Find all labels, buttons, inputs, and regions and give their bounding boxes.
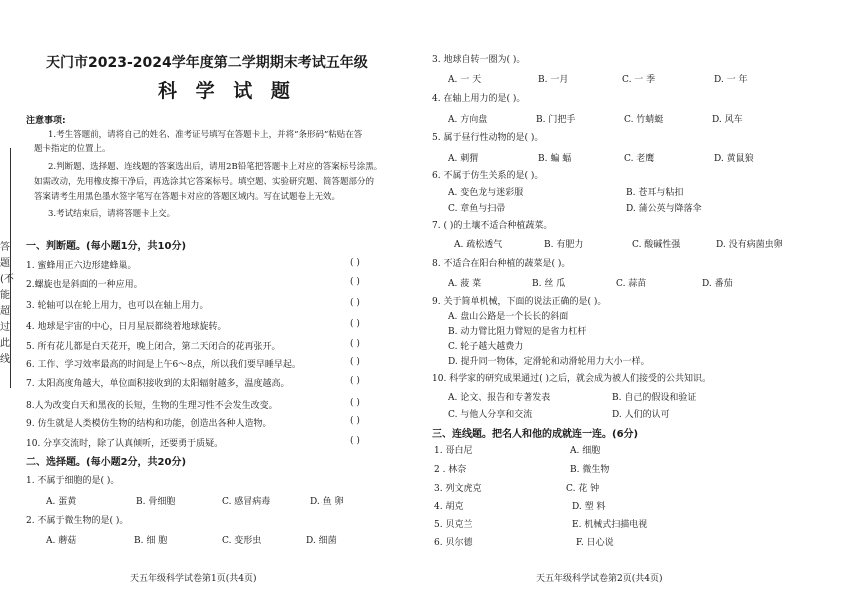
choice-option: B. 细 胞 — [134, 536, 168, 546]
person-item: 4. 胡克 — [434, 502, 464, 512]
notice-line-1: 1.考生答题前，请将自己的姓名、准考证号填写在答题卡上，并将“条形码”粘贴在答 — [48, 130, 363, 140]
choice-option: D. 没有病菌虫卵 — [716, 240, 783, 250]
person-item: 5. 贝克兰 — [434, 520, 473, 530]
answer-blank: ( ) — [350, 357, 360, 367]
choice-question: 5. 属于昼行性动物的是( )。 — [432, 133, 544, 143]
choice-option: A. 变色龙与迷彩服 — [448, 188, 524, 198]
judge-question: 5. 所有花儿都是白天花开，晚上闭合，第二天闭合的花再张开。 — [26, 342, 281, 352]
choice-question: 6. 不属于仿生关系的是( )。 — [432, 171, 544, 181]
answer-blank: ( ) — [350, 398, 360, 408]
achievement-item: B. 微生物 — [570, 465, 610, 475]
answer-blank: ( ) — [350, 319, 360, 329]
answer-blank: ( ) — [350, 258, 360, 268]
choice-option: C. 轮子越大越费力 — [448, 342, 524, 352]
page-right — [420, 0, 860, 607]
judge-question: 8.人为改变白天和黑夜的长短，生物的生理习性不会发生改变。 — [26, 401, 278, 411]
choice-option: B. 蝙 蝠 — [538, 154, 572, 164]
choice-question: 9. 关于简单机械，下面的说法正确的是( )。 — [432, 297, 607, 307]
choice-question: 7. ( )的土壤不适合种植蔬菜。 — [432, 221, 553, 231]
choice-option: A. 蘑菇 — [46, 536, 77, 546]
choice-option: C. 变形虫 — [222, 536, 262, 546]
choice-question: 8. 不适合在阳台种植的蔬菜是( )。 — [432, 259, 571, 269]
choice-option: D. 蒲公英与降落伞 — [626, 204, 702, 214]
choice-option: D. 提升同一物体，定滑轮和动滑轮用力大小一样。 — [448, 357, 650, 367]
choice-question: 3. 地球自转一圈为( )。 — [432, 55, 526, 65]
section1-title: 一、判断题。(每小题1分，共10分) — [26, 241, 187, 252]
choice-option: D. 一 年 — [714, 75, 748, 85]
achievement-item: D. 塑 料 — [572, 502, 606, 512]
choice-option: D. 人们的认可 — [612, 410, 670, 420]
achievement-item: F. 日心说 — [576, 538, 614, 548]
judge-question: 2.螺旋也是斜面的一种应用。 — [26, 280, 143, 290]
choice-question: 2. 不属于微生物的是( )。 — [26, 516, 129, 526]
choice-option: D. 细菌 — [306, 536, 337, 546]
person-item: 3. 列文虎克 — [434, 484, 482, 494]
choice-option: D. 风车 — [712, 115, 743, 125]
choice-option: B. 一月 — [538, 75, 569, 85]
achievement-item: A. 细胞 — [570, 446, 601, 456]
achievement-item: C. 花 钟 — [566, 484, 600, 494]
page-left — [0, 0, 420, 607]
choice-option: B. 苍耳与粘扣 — [626, 188, 684, 198]
answer-blank: ( ) — [350, 277, 360, 287]
achievement-item: E. 机械式扫描电视 — [572, 520, 648, 530]
person-item: 6. 贝尔德 — [434, 538, 473, 548]
choice-option: C. 与他人分享和交流 — [448, 410, 533, 420]
section2-title: 二、选择题。(每小题2分，共20分) — [26, 457, 187, 468]
exam-title: 天门市2023-2024学年度第二学期期末考试五年级 — [46, 55, 368, 71]
judge-question: 9. 仿生就是人类模仿生物的结构和功能，创造出各种人造物。 — [26, 419, 272, 429]
judge-question: 10. 分享交流时，除了认真倾听，还要勇于质疑。 — [26, 439, 224, 449]
answer-blank: ( ) — [350, 339, 360, 349]
choice-option: A. 疏松透气 — [454, 240, 503, 250]
choice-option: A. 刺猬 — [448, 154, 479, 164]
judge-question: 7. 太阳高度角越大，单位面积接收到的太阳辐射越多，温度越高。 — [26, 379, 290, 389]
judge-question: 4. 地球是宇宙的中心，日月星辰都绕着地球旋转。 — [26, 322, 227, 332]
notice-heading: 注意事项: — [26, 116, 66, 126]
choice-option: B. 自己的假设和验证 — [612, 393, 697, 403]
binding-text: 答题(不能超过此线 — [0, 242, 14, 365]
notice-line-6: 3.考试结束后，请将答题卡上交。 — [48, 209, 176, 219]
choice-option: A. 论文、报告和专著发表 — [448, 393, 551, 403]
notice-line-3: 2.判断题、选择题、连线题的答案选出后，请用2B铅笔把答题卡上对应的答案标号涂黑。 — [48, 162, 383, 172]
choice-option: C. 酸碱性强 — [632, 240, 681, 250]
choice-option: D. 黄鼠狼 — [714, 154, 754, 164]
choice-option: B. 门把手 — [536, 115, 576, 125]
choice-question: 4. 在轴上用力的是( )。 — [432, 94, 526, 104]
notice-line-5: 答案请考生用黑色墨水签字笔写在答题卡对应的答题区域内。写在试题卷上无效。 — [34, 192, 341, 202]
page-footer: 天五年级科学试卷第1页(共4页) — [130, 574, 257, 584]
answer-blank: ( ) — [350, 436, 360, 446]
section3-title: 三、连线题。把名人和他的成就连一连。(6分) — [432, 429, 639, 440]
notice-line-2: 题卡指定的位置上。 — [34, 144, 111, 154]
choice-option: D. 番茄 — [702, 279, 733, 289]
choice-question: 10. 科学家的研究成果通过( )之后，就会成为被人们接受的公共知识。 — [432, 374, 712, 384]
choice-option: C. 竹蜻蜓 — [624, 115, 664, 125]
choice-option: C. 感冒病毒 — [222, 497, 271, 507]
answer-blank: ( ) — [350, 298, 360, 308]
person-item: 1. 哥白尼 — [434, 446, 473, 456]
judge-question: 3. 轮轴可以在轮上用力，也可以在轴上用力。 — [26, 301, 209, 311]
choice-option: A. 盘山公路是一个长长的斜面 — [448, 312, 569, 322]
choice-option: B. 骨细胞 — [136, 497, 176, 507]
choice-option: A. 蛋黄 — [46, 497, 77, 507]
choice-option: B. 动力臂比阻力臂短的是省力杠杆 — [448, 327, 587, 337]
answer-blank: ( ) — [350, 376, 360, 386]
choice-option: C. 一 季 — [622, 75, 656, 85]
choice-option: C. 章鱼与扫帚 — [448, 204, 506, 214]
judge-question: 1. 蜜蜂用正六边形建蜂巢。 — [26, 261, 137, 271]
choice-option: A. 一 天 — [448, 75, 482, 85]
exam-subtitle: 科 学 试 题 — [158, 80, 296, 102]
choice-option: B. 有肥力 — [544, 240, 584, 250]
choice-question: 1. 不属于细胞的是( )。 — [26, 476, 120, 486]
answer-blank: ( ) — [350, 416, 360, 426]
choice-option: B. 丝 瓜 — [532, 279, 566, 289]
notice-line-4: 如需改动，先用橡皮擦干净后，再选涂其它答案标号。填空题、实验研究题、简答题部分的 — [34, 177, 375, 187]
page-footer: 天五年级科学试卷第2页(共4页) — [536, 574, 663, 584]
person-item: 2 . 林奈 — [434, 465, 467, 475]
choice-option: A. 方向盘 — [448, 115, 488, 125]
choice-option: C. 老鹰 — [624, 154, 655, 164]
choice-option: C. 蒜苗 — [616, 279, 647, 289]
choice-option: A. 菠 菜 — [448, 279, 482, 289]
choice-option: D. 鱼 卵 — [310, 497, 344, 507]
judge-question: 6. 工作、学习效率最高的时间是上午6～8点，所以我们要早睡早起。 — [26, 360, 301, 370]
